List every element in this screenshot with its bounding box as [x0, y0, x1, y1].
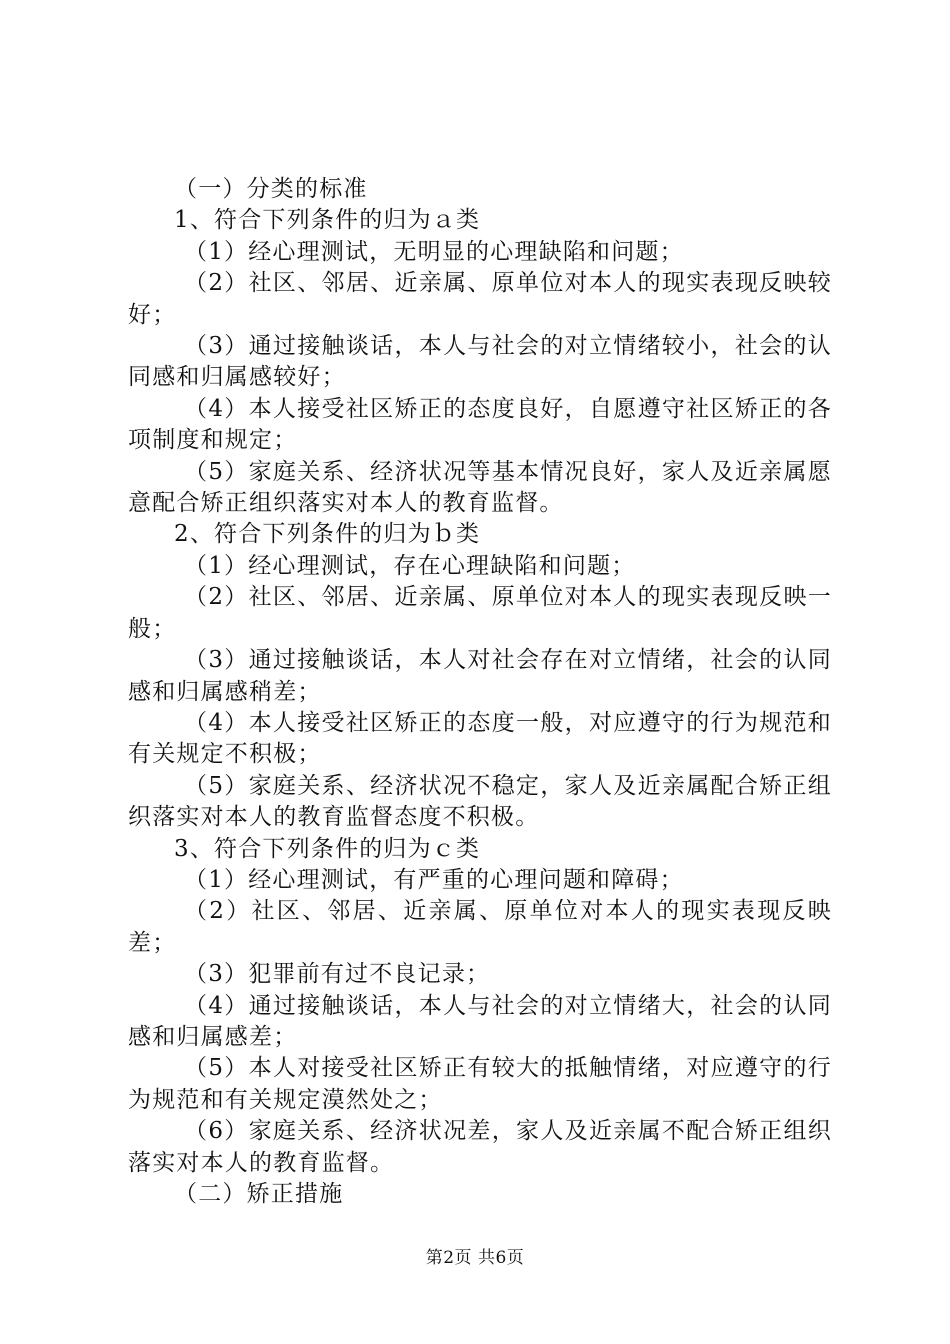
- category-a-heading: 1、符合下列条件的归为ａ类: [174, 207, 481, 234]
- category-c-item-5: （5）本人对接受社区矫正有较大的抵触情绪，对应遵守的行为规范和有关规定漠然处之；: [128, 1055, 832, 1113]
- category-b-item-2: （2）社区、邻居、近亲属、原单位对本人的现实表现反映一般；: [128, 584, 832, 642]
- category-c-heading: 3、符合下列条件的归为ｃ类: [174, 835, 481, 862]
- category-b-item-4: （4）本人接受社区矫正的态度一般，对应遵守的行为规范和有关规定不积极；: [128, 709, 832, 768]
- section-heading-classification-standard: （一）分类的标准: [174, 176, 368, 202]
- document-body: [128, 174, 832, 1210]
- category-b-heading: 2、符合下列条件的归为ｂ类: [174, 521, 481, 548]
- category-c-item-1: （1）经心理测试，有严重的心理问题和障碍；: [184, 866, 684, 893]
- category-c-item-2: （2）社区、邻居、近亲属、原单位对本人的现实表现反映差；: [128, 898, 832, 956]
- page-number-footer: 第2页 共6页: [425, 1248, 525, 1268]
- category-b-item-3: （3）通过接触谈话，本人对社会存在对立情绪，社会的认同感和归属感稍差；: [128, 647, 832, 705]
- category-a-item-1: （1）经心理测试，无明显的心理缺陷和问题；: [184, 238, 684, 265]
- category-b-item-1: （1）经心理测试，存在心理缺陷和问题；: [184, 552, 636, 579]
- category-c-item-6: （6）家庭关系、经济状况差，家人及近亲属不配合矫正组织落实对本人的教育监督。: [128, 1118, 832, 1176]
- category-a-item-5: （5）家庭关系、经济状况等基本情况良好，家人及近亲属愿意配合矫正组织落实对本人的教育监督。: [128, 458, 832, 517]
- section-heading-correction-measures: （二）矫正措施: [174, 1181, 344, 1207]
- category-c-item-4: （4）通过接触谈话，本人与社会的对立情绪大，社会的认同感和归属感差；: [128, 992, 832, 1050]
- category-a-item-3: （3）通过接触谈话，本人与社会的对立情绪较小，社会的认同感和归属感较好；: [128, 333, 832, 391]
- category-a-item-2: （2）社区、邻居、近亲属、原单位对本人的现实表现反映较好；: [128, 270, 832, 328]
- category-c-item-3: （3）犯罪前有过不良记录；: [184, 961, 491, 988]
- category-a-item-4: （4）本人接受社区矫正的态度良好，自愿遵守社区矫正的各项制度和规定；: [128, 395, 832, 454]
- category-b-item-5: （5）家庭关系、经济状况不稳定，家人及近亲属配合矫正组织落实对本人的教育监督态度不积极。: [128, 772, 832, 831]
